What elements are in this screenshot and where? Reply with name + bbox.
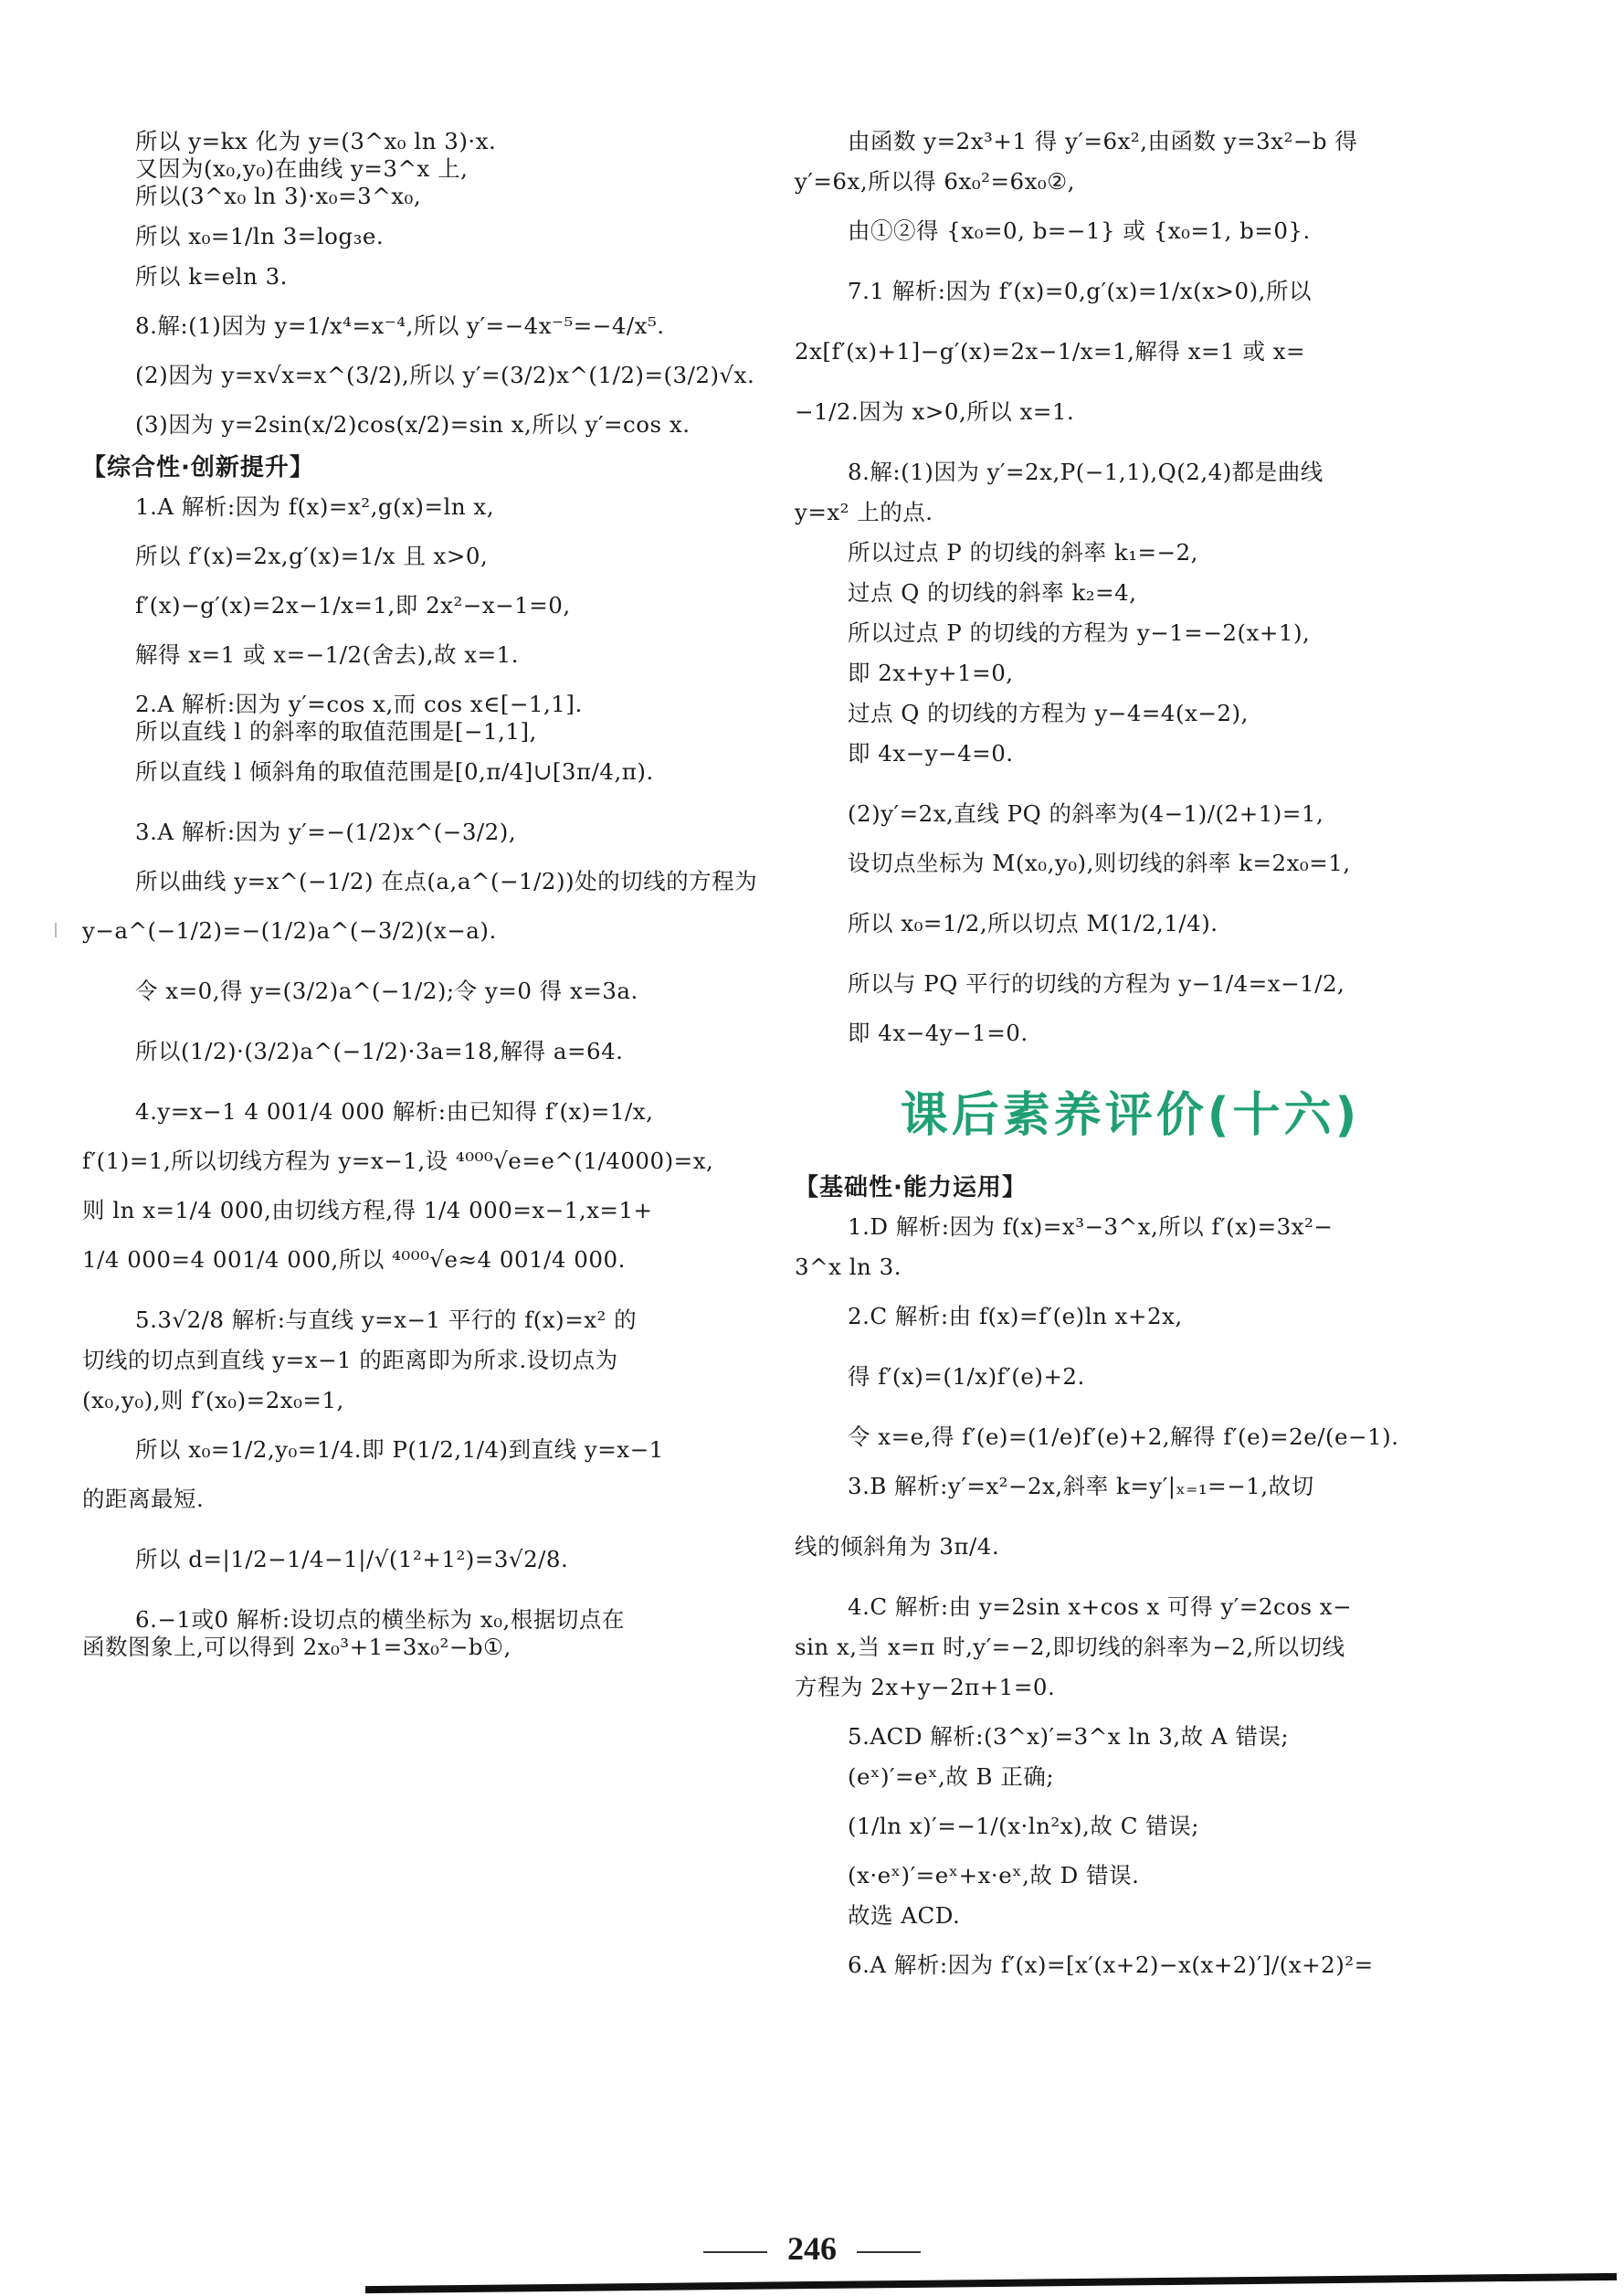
right-section-heading: 【基础性·能力运用】 xyxy=(795,1174,1027,1201)
page-number: 246 xyxy=(787,2230,837,2267)
right-text-line: −1/2.因为 x>0,所以 x=1. xyxy=(795,398,1075,425)
right-text-line: 所以过点 P 的切线的方程为 y−1=−2(x+1), xyxy=(848,619,1311,646)
footer-dash-right xyxy=(857,2251,921,2253)
left-text-line: 所以直线 l 的斜率的取值范围是[−1,1], xyxy=(135,718,537,745)
right-text-line: 由①②得 {x₀=0, b=−1} 或 {x₀=1, b=0}. xyxy=(848,217,1311,244)
right-text-line: 即 2x+y+1=0, xyxy=(848,660,1014,686)
left-text-line: 6.−1或0 解析:设切点的横坐标为 x₀,根据切点在 xyxy=(135,1606,625,1633)
right-text-line: 所以 x₀=1/2,所以切点 M(1/2,1/4). xyxy=(848,910,1218,936)
right-text-line: 得 f′(x)=(1/x)f′(e)+2. xyxy=(848,1363,1085,1390)
left-text-line: 3.A 解析:因为 y′=−(1/2)x^(−3/2), xyxy=(135,819,517,845)
right-text-line: 3^x ln 3. xyxy=(795,1254,902,1280)
right-text-line: 所以过点 P 的切线的斜率 k₁=−2, xyxy=(848,539,1198,566)
left-text-line: 的距离最短. xyxy=(82,1486,205,1512)
right-text-line: 1.D 解析:因为 f(x)=x³−3^x,所以 f′(x)=3x²− xyxy=(848,1213,1334,1240)
right-text-line: 即 4x−4y−1=0. xyxy=(848,1020,1028,1046)
left-text-line: 5.3√2/8 解析:与直线 y=x−1 平行的 f(x)=x² 的 xyxy=(135,1307,638,1333)
left-text-line: 又因为(x₀,y₀)在曲线 y=3^x 上, xyxy=(135,155,469,182)
left-text-line: 则 ln x=1/4 000,由切线方程,得 1/4 000=x−1,x=1+ xyxy=(82,1197,653,1223)
right-text-line: (eˣ)′=eˣ,故 B 正确; xyxy=(848,1763,1055,1790)
footer-dash-left xyxy=(703,2251,767,2253)
right-text-line: (2)y′=2x,直线 PQ 的斜率为(4−1)/(2+1)=1, xyxy=(848,800,1324,827)
left-text-line: 所以 f′(x)=2x,g′(x)=1/x 且 x>0, xyxy=(135,543,489,569)
right-text-line: y′=6x,所以得 6x₀²=6x₀②, xyxy=(795,168,1075,195)
left-text-line: 所以 y=kx 化为 y=(3^x₀ ln 3)·x. xyxy=(135,128,497,154)
right-text-line: 2.C 解析:由 f(x)=f′(e)ln x+2x, xyxy=(848,1303,1183,1329)
left-text-line: 所以 x₀=1/ln 3=log₃e. xyxy=(135,223,385,249)
right-text-line: 2x[f′(x)+1]−g′(x)=2x−1/x=1,解得 x=1 或 x= xyxy=(795,338,1306,365)
left-text-line: 所以(1/2)·(3/2)a^(−1/2)·3a=18,解得 a=64. xyxy=(135,1038,624,1064)
right-text-line: 7.1 解析:因为 f′(x)=0,g′(x)=1/x(x>0),所以 xyxy=(848,278,1312,304)
right-text-line: 由函数 y=2x³+1 得 y′=6x²,由函数 y=3x²−b 得 xyxy=(848,128,1358,154)
right-text-line: 方程为 2x+y−2π+1=0. xyxy=(795,1674,1056,1700)
right-text-line: 6.A 解析:因为 f′(x)=[x′(x+2)−x(x+2)′]/(x+2)²= xyxy=(848,1952,1374,1978)
left-text-line: (x₀,y₀),则 f′(x₀)=2x₀=1, xyxy=(82,1387,344,1413)
left-text-line: y−a^(−1/2)=−(1/2)a^(−3/2)(x−a). xyxy=(82,917,497,944)
right-text-line: 故选 ACD. xyxy=(848,1902,961,1929)
left-text-line: (2)因为 y=x√x=x^(3/2),所以 y′=(3/2)x^(1/2)=(3/2)√x. xyxy=(135,362,755,388)
right-section-title: 课后素养评价(十六) xyxy=(900,1088,1361,1143)
left-text-line: 所以(3^x₀ ln 3)·x₀=3^x₀, xyxy=(135,183,422,209)
right-text-line: 过点 Q 的切线的斜率 k₂=4, xyxy=(848,579,1137,606)
left-text-line: 8.解:(1)因为 y=1/x⁴=x⁻⁴,所以 y′=−4x⁻⁵=−4/x⁵. xyxy=(135,312,665,339)
left-text-line: 解得 x=1 或 x=−1/2(舍去),故 x=1. xyxy=(135,641,520,668)
right-column xyxy=(795,128,1466,1979)
left-text-line: 所以 d=|1/2−1/4−1|/√(1²+1²)=3√2/8. xyxy=(135,1546,569,1572)
right-text-line: (x·eˣ)′=eˣ+x·eˣ,故 D 错误. xyxy=(848,1862,1140,1889)
right-text-line: 所以与 PQ 平行的切线的方程为 y−1/4=x−1/2, xyxy=(848,970,1345,997)
left-text-line: 所以曲线 y=x^(−1/2) 在点(a,a^(−1/2))处的切线的方程为 xyxy=(135,868,758,894)
right-text-line: 线的倾斜角为 3π/4. xyxy=(795,1533,1000,1560)
left-text-line: 令 x=0,得 y=(3/2)a^(−1/2);令 y=0 得 x=3a. xyxy=(135,978,638,1004)
left-text-line: 所以 x₀=1/2,y₀=1/4.即 P(1/2,1/4)到直线 y=x−1 xyxy=(135,1436,664,1463)
left-text-line: 所以 k=eln 3. xyxy=(135,263,288,290)
right-text-line: 5.ACD 解析:(3^x)′=3^x ln 3,故 A 错误; xyxy=(848,1723,1290,1750)
left-text-line: f′(1)=1,所以切线方程为 y=x−1,设 ⁴⁰⁰⁰√e=e^(1/4000)=x, xyxy=(82,1148,714,1174)
right-text-line: 令 x=e,得 f′(e)=(1/e)f′(e)+2,解得 f′(e)=2e/(e−1). xyxy=(848,1423,1399,1450)
right-text-line: 8.解:(1)因为 y′=2x,P(−1,1),Q(2,4)都是曲线 xyxy=(848,459,1323,485)
right-text-line: 即 4x−y−4=0. xyxy=(848,740,1014,767)
right-text-line: 3.B 解析:y′=x²−2x,斜率 k=y′|ₓ₌₁=−1,故切 xyxy=(848,1473,1314,1499)
left-text-line: 1.A 解析:因为 f(x)=x²,g(x)=ln x, xyxy=(135,493,495,520)
left-text-line: 1/4 000=4 001/4 000,所以 ⁴⁰⁰⁰√e≈4 001/4 000. xyxy=(82,1246,626,1273)
right-text-line: 设切点坐标为 M(x₀,y₀),则切线的斜率 k=2x₀=1, xyxy=(848,850,1351,876)
right-text-line: 过点 Q 的切线的方程为 y−4=4(x−2), xyxy=(848,700,1249,726)
scan-mark xyxy=(55,923,57,937)
right-text-line: y=x² 上的点. xyxy=(795,499,933,525)
left-text-line: (3)因为 y=2sin(x/2)cos(x/2)=sin x,所以 y′=cos x. xyxy=(135,411,691,438)
right-text-line: sin x,当 x=π 时,y′=−2,即切线的斜率为−2,所以切线 xyxy=(795,1634,1345,1660)
page-footer xyxy=(0,2229,1624,2268)
bottom-scan-edge xyxy=(365,2273,1617,2293)
left-text-line: 函数图象上,可以得到 2x₀³+1=3x₀²−b①, xyxy=(82,1634,511,1660)
left-text-line: 切线的切点到直线 y=x−1 的距离即为所求.设切点为 xyxy=(82,1347,618,1373)
left-text-line: 2.A 解析:因为 y′=cos x,而 cos x∈[−1,1]. xyxy=(135,691,583,717)
right-text-line: (1/ln x)′=−1/(x·ln²x),故 C 错误; xyxy=(848,1813,1199,1839)
left-text-line: 4.y=x−1 4 001/4 000 解析:由已知得 f′(x)=1/x, xyxy=(135,1098,654,1125)
left-section-heading: 【综合性·创新提升】 xyxy=(82,454,314,481)
left-column xyxy=(82,128,758,1661)
right-text-line: 4.C 解析:由 y=2sin x+cos x 可得 y′=2cos x− xyxy=(848,1593,1353,1620)
left-text-line: f′(x)−g′(x)=2x−1/x=1,即 2x²−x−1=0, xyxy=(135,592,571,619)
left-text-line: 所以直线 l 倾斜角的取值范围是[0,π/4]∪[3π/4,π). xyxy=(135,758,654,785)
